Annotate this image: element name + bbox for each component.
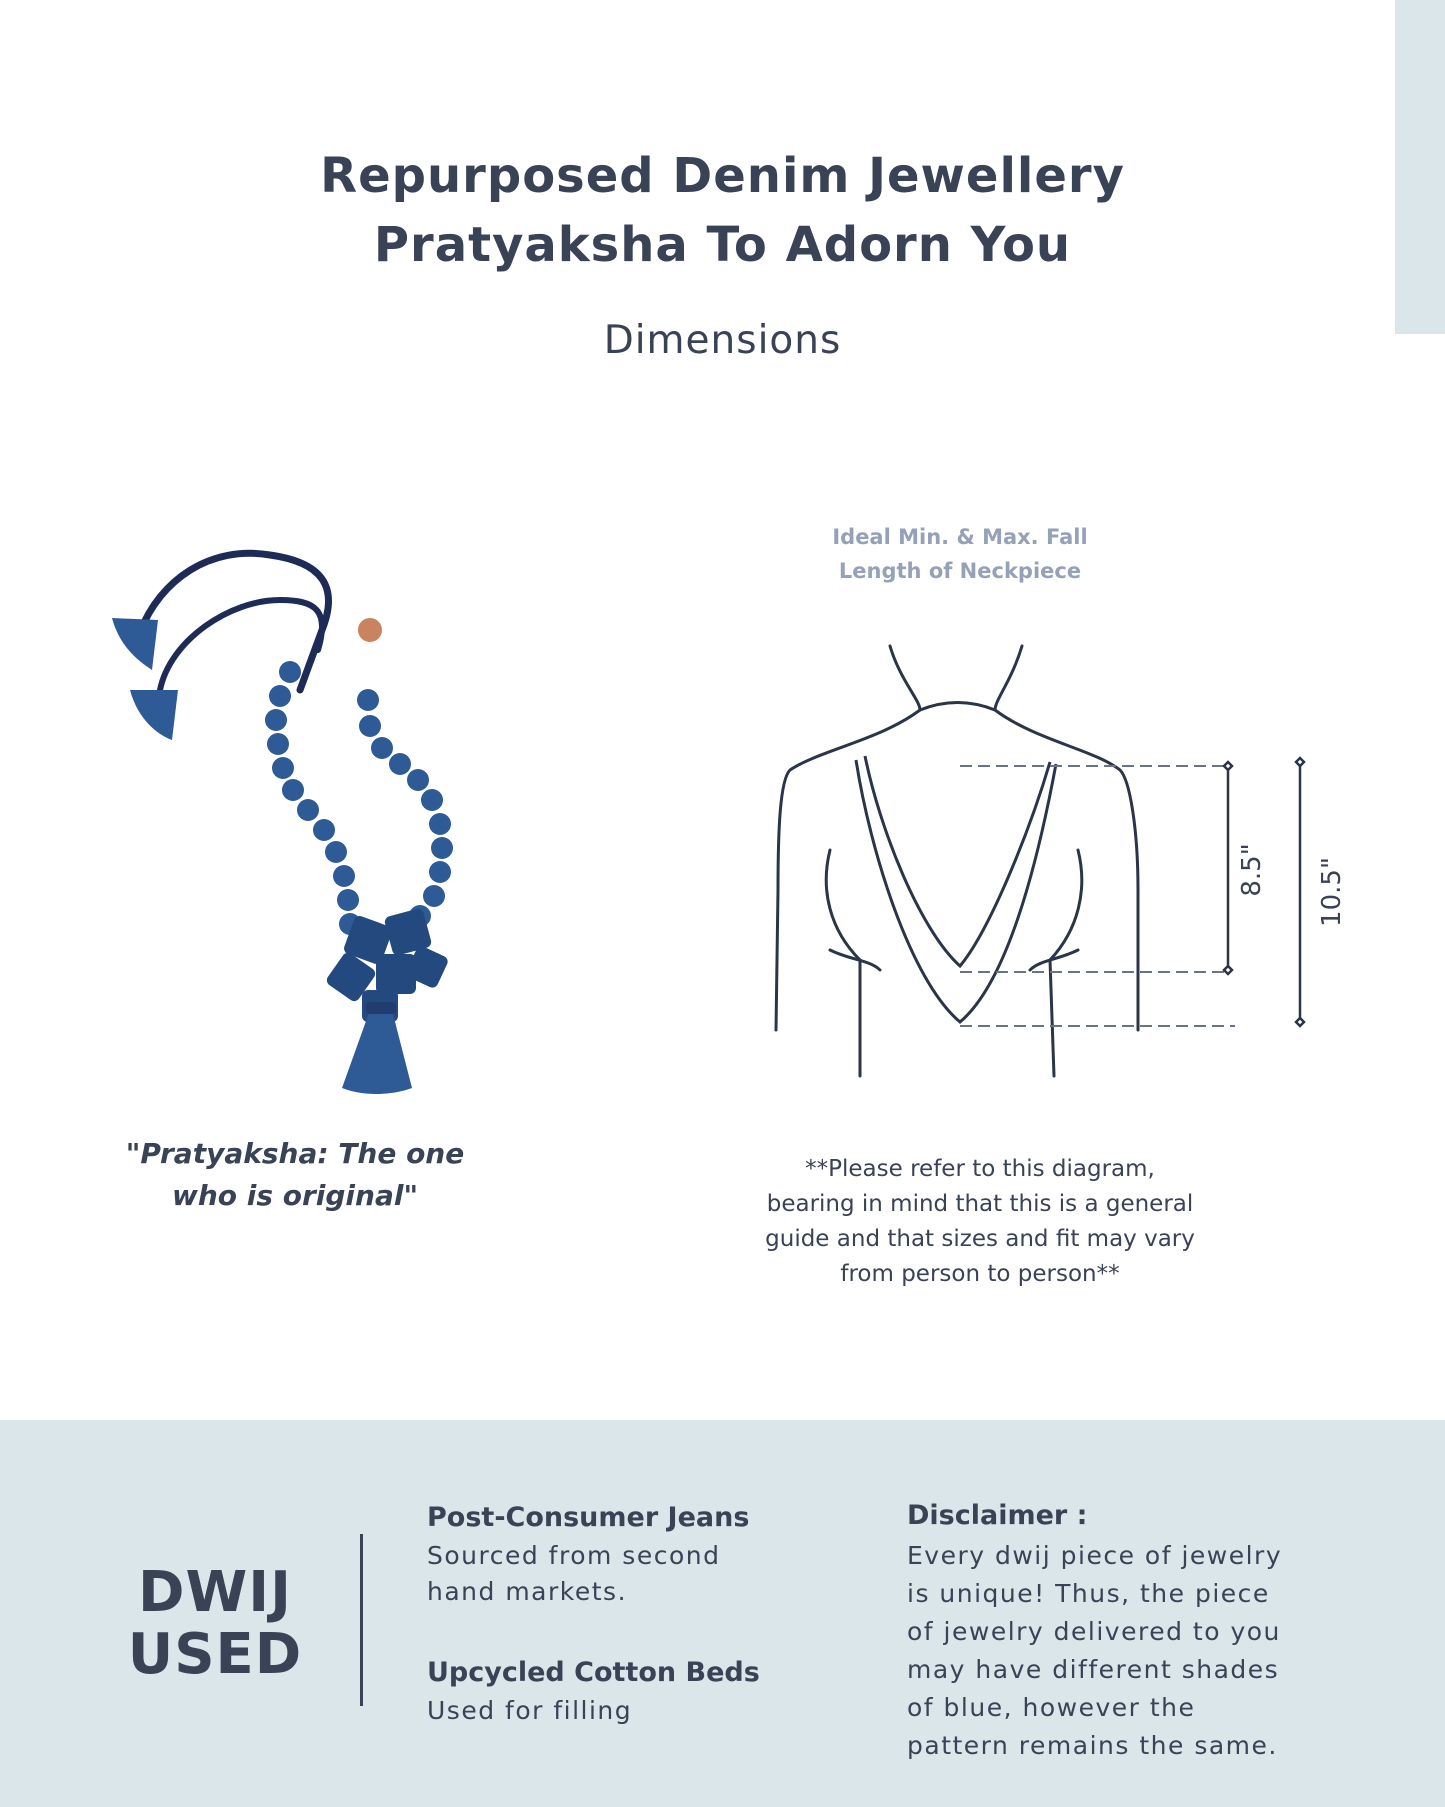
diagram-note [730,1152,1230,1292]
disclaimer-line-3: of jewelry delivered to you [907,1617,1281,1646]
note-line-2: bearing in mind that this is a general [766,1191,1194,1217]
title-line-2: Pratyaksha To Adorn You [373,217,1072,273]
disclaimer-line-2: is unique! Thus, the piece [907,1579,1270,1608]
disclaimer [907,1498,1307,1762]
material2-text: Used for filling [427,1696,633,1725]
material1-line-1: Sourced from second [427,1541,721,1570]
quote-line-2: who is original" [171,1179,419,1212]
note-line-3: guide and that sizes and fit may vary [765,1226,1195,1252]
product-quote [95,1133,495,1217]
title-line-1: Repurposed Denim Jewellery [320,148,1125,204]
disclaimer-line-1: Every dwij piece of jewelry [907,1541,1283,1570]
brand-line-1: DWIJ [138,1560,292,1625]
max-length-label: 10.5" [1317,857,1347,927]
brand-mark [110,1562,320,1686]
brand-line-2: USED [127,1622,303,1687]
material1-line-2: hand markets. [427,1577,628,1606]
disclaimer-line-5: of blue, however the [907,1693,1196,1722]
material2-title: Upcycled Cotton Beds [427,1657,760,1688]
section-subtitle: Dimensions [603,318,842,363]
quote-line-1: "Pratyaksha: The one [125,1137,465,1170]
fall-length-label [780,520,1140,588]
material-post-consumer-jeans [427,1500,807,1608]
note-line-4: from person to person** [840,1261,1120,1287]
neckline-diagram [760,630,1360,1090]
fall-label-line-1: Ideal Min. & Max. Fall [832,525,1088,549]
material-upcycled-cotton-beds [427,1655,807,1727]
disclaimer-title: Disclaimer : [907,1500,1088,1531]
necklace-image [100,540,500,1100]
disclaimer-line-4: may have different shades [907,1655,1280,1684]
note-line-1: **Please refer to this diagram, [805,1156,1155,1182]
materials-footer [0,1420,1445,1807]
fall-label-line-2: Length of Neckpiece [838,559,1082,583]
footer-divider [360,1534,363,1706]
material1-title: Post-Consumer Jeans [427,1502,750,1533]
min-length-label: 8.5" [1237,843,1267,897]
page-title [0,142,1445,280]
disclaimer-line-6: pattern remains the same. [907,1731,1278,1760]
